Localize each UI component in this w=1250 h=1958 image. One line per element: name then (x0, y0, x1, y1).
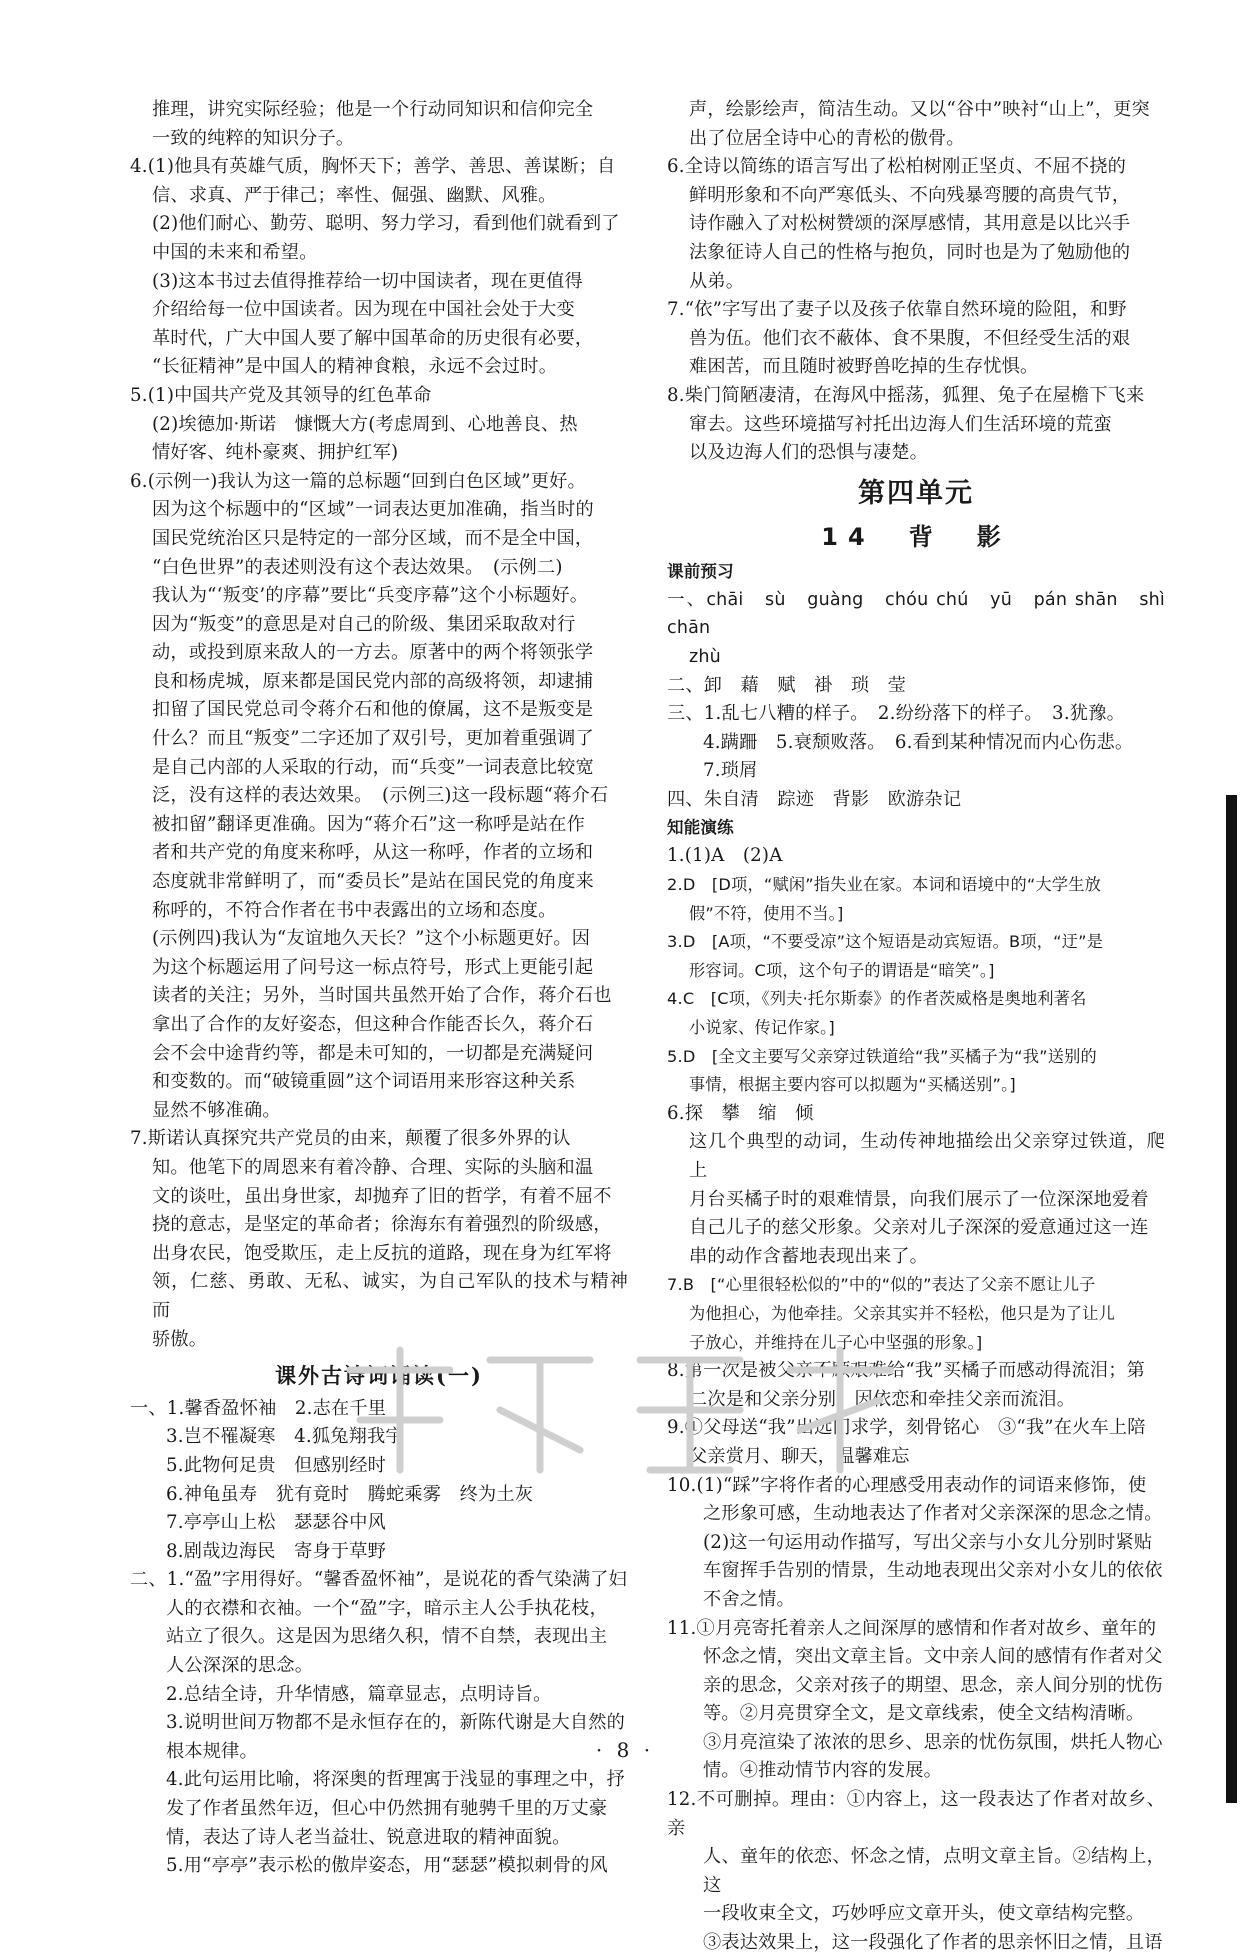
text-line: 兽为伍。他们衣不蔽体、食不果腹，不但经受生活的艰 (689, 327, 1131, 349)
text-line: 之形象可感，生动地表达了作者对父亲深深的思念之情。 (703, 1503, 1163, 1525)
text-line: 5.D [全文主要写父亲穿过铁道给“我”买橘子为“我”送别的 (667, 1046, 1097, 1066)
text-line: 因为这个标题中的“区域”一词表达更加准确，指当时的 (152, 499, 594, 521)
text-line: 扣留了国民党总司令蒋介石和他的僚属，这不是叛变是 (152, 699, 594, 721)
text-line: 窜去。这些环境描写衬托出边海人们生活环境的荒蛮 (689, 413, 1112, 435)
left-column (130, 96, 628, 1881)
text-line: (2)埃德加·斯诺 慷慨大方(考虑周到、心地善良、热 (152, 413, 578, 435)
text-line: 发了作者虽然年迈，但心中仍然拥有驰骋千里的万丈豪 (166, 1798, 608, 1820)
text-line: 串的动作含蓄地表现出来了。 (689, 1245, 929, 1267)
text-line: 假”不符，使用不当。] (689, 903, 844, 923)
text-line: (示例四)我认为“友谊地久天长？”这个小标题更好。因 (152, 928, 591, 950)
text-line: 良和杨虎城，原来都是国民党内部的高级将领，却逮捕 (152, 670, 594, 692)
text-line: 人的衣襟和衣袖。一个“盈”字，暗示主人公手执花枝， (166, 1597, 608, 1619)
text-line: ③月亮渲染了浓浓的思乡、思亲的忧伤氛围，烘托人物心 (703, 1731, 1163, 1753)
text-line: 这几个典型的动词，生动传神地描绘出父亲穿过铁道，爬上 (689, 1131, 1165, 1181)
text-line: 自己儿子的慈父形象。父亲对儿子深深的爱意通过这一连 (689, 1217, 1149, 1239)
page-number: · 8 · (595, 1738, 655, 1762)
text-line: 8.第一次是被父亲不顾艰难给“我”买橘子而感动得流泪；第 (667, 1360, 1146, 1382)
text-line: 难困苦，而且随时被野兽吃掉的生存忧惧。 (689, 356, 1039, 378)
text-line: 月台买橘子时的艰难情景，向我们展示了一位深深地爱着 (689, 1188, 1149, 1210)
text-line: 国民党统治区只是特定的一部分区域，而不是全中国， (152, 527, 594, 549)
text-line: 出身农民，饱受欺压，走上反抗的道路，现在身为红军将 (152, 1242, 612, 1264)
text-line: “长征精神”是中国人的精神食粮，永远不会过时。 (152, 356, 558, 378)
text-line: 10.(1)“踩”字将作者的心理感受用表动作的词语来修饰，使 (667, 1474, 1147, 1496)
lesson-title: 14 背 影 (821, 522, 1011, 551)
text-line: 推理，讲究实际经验；他是一个行动同知识和信仰完全 (152, 99, 594, 120)
text-line: 形容词。C项，这个句子的谓语是“暗笑”。] (689, 960, 995, 980)
text-line: 革时代，广大中国人要了解中国革命的历史很有必要， (152, 327, 594, 349)
text-line: 7.亭亭山上松 瑟瑟谷中风 (166, 1512, 387, 1534)
text-line: 会不会中途背约等，都是未可知的，一切都是充满疑问 (152, 1042, 594, 1064)
text-line: 情，表达了诗人老当益壮、锐意进取的精神面貌。 (166, 1826, 571, 1848)
text-line: 7.斯诺认真探究共产党员的由来，颠覆了很多外界的认 (130, 1128, 571, 1150)
text-line: 6.全诗以简练的语言写出了松柏树刚正坚贞、不屈不挠的 (667, 156, 1127, 178)
text-line: 领，仁慈、勇敢、无私、诚实，为自己军队的技术与精神而 (152, 1271, 628, 1321)
text-line: 情好客、纯朴豪爽、拥护红军) (152, 442, 399, 464)
text-line: 亲的思念，父亲对孩子的期望、思念，亲人间分别的忧伤 (703, 1674, 1163, 1696)
text-line: 1.(1)A (2)A (667, 845, 783, 867)
text-line: 鲜明形象和不向严寒低头、不向残暴弯腰的高贵气节， (689, 184, 1131, 206)
text-line: 二次是和父亲分别，因依恋和牵挂父亲而流泪。 (689, 1388, 1076, 1410)
text-line: 11.①月亮寄托着亲人之间深厚的感情和作者对故乡、童年的 (667, 1617, 1157, 1639)
answer-5 (130, 382, 628, 468)
text-line: 父亲赏月、聊天，温馨难忘 (689, 1445, 910, 1467)
section-title: 课外古诗词诵读(一) (275, 1363, 483, 1389)
answer-6 (130, 468, 628, 1126)
text-line: 8.剧哉边海民 寄身于草野 (166, 1540, 387, 1562)
text-line: 8.柴门简陋凄清，在海风中摇荡，狐狸、兔子在屋檐下飞来 (667, 384, 1145, 406)
pinyin-line: zhù (689, 646, 721, 667)
text-line: 知。他笔下的周恩来有着冷静、合理、实际的头脑和温 (152, 1156, 594, 1178)
text-line: 为他担心，为他牵挂。父亲其实并不轻松，他只是为了让儿 (689, 1303, 1116, 1323)
text-line: 等。②月亮贯穿全文，是文章线索，使全文结构清晰。 (703, 1703, 1145, 1725)
text-line: 介绍给每一位中国读者。因为现在中国社会处于大变 (152, 299, 575, 321)
text-line: 我认为“‘叛变’的序幕”要比“兵变序幕”这个小标题好。 (152, 585, 589, 607)
text-line: 7.琐屑 (703, 760, 758, 782)
text-line: 读者的关注；另外，当时国共虽然开始了合作，蒋介石也 (152, 985, 612, 1007)
text-line: 不舍之情。 (703, 1588, 795, 1610)
text-line: 诗作融入了对松树赞颂的深厚感情，其用意是以比兴手 (689, 213, 1131, 235)
text-line: 根本规律。 (166, 1740, 258, 1762)
text-line: 出了位居全诗中心的青松的傲骨。 (689, 127, 965, 149)
text-line: 态度就非常鲜明了，而“委员长”是站在国民党的角度来 (152, 871, 594, 893)
section-part-1 (130, 1395, 628, 1567)
text-line: 什么？而且“叛变”二字还加了双引号，更加着重强调了 (152, 728, 594, 750)
text-line: 5.用“亭亭”表示松的傲岸姿态，用“瑟瑟”模拟刺骨的风 (166, 1855, 608, 1877)
text-line: 和变数的。而“破镜重圆”这个词语用来形容这种关系 (152, 1071, 576, 1093)
text-line: 二、1.“盈”字用得好。“馨香盈怀袖”，是说花的香气染满了妇 (130, 1569, 628, 1591)
text-line: 子放心，并维持在儿子心中坚强的形象。] (689, 1332, 983, 1352)
text-line: 4.(1)他具有英雄气质，胸怀天下；善学、善思、善谋断；自 (130, 156, 616, 178)
text-line: 声，绘影绘声，简洁生动。又以“谷中”映衬“山上”，更突 (689, 99, 1150, 120)
text-line: 情。④推动情节内容的发展。 (703, 1760, 943, 1782)
text-line: 6.探 攀 缩 倾 (667, 1102, 814, 1124)
text-line: 事情，根据主要内容可以拟题为“买橘送别”。] (689, 1075, 1016, 1095)
unit-title: 第四单元 (858, 477, 974, 509)
text-line: 信、求真、严于律己；率性、倔强、幽默、风雅。 (152, 184, 557, 206)
text-line: 是自己内部的人采取的行动，而“兵变”一词表意比较宽 (152, 756, 594, 778)
text-line: 四、朱自清 踪迹 背影 欧游杂记 (667, 788, 962, 810)
answer-7 (130, 1125, 628, 1354)
text-line: 2.总结全诗，升华情感，篇章显志，点明诗旨。 (166, 1683, 552, 1705)
text-line: 3.说明世间万物都不是永恒存在的，新陈代谢是大自然的 (166, 1712, 626, 1734)
text-line: 中国的未来和希望。 (152, 241, 318, 263)
text-line: 一、1.馨香盈怀袖 2.志在千里 (130, 1397, 387, 1419)
text-line: 法象征诗人自己的性格与抱负，同时也是为了勉励他的 (689, 241, 1131, 263)
text-line: 车窗挥手告别的情景，生动地表现出父亲对小女儿的依依 (703, 1560, 1163, 1582)
text-line: 小说家、传记作家。] (689, 1018, 835, 1038)
text-line: 泛，没有这样的表达效果。 (示例三)这一段标题“蒋介石 (152, 785, 609, 807)
text-line: 12.不可删掉。理由：①内容上，这一段表达了作者对故乡、亲 (667, 1789, 1165, 1839)
text-line: 4.蹒跚 5.衰颓败落。 6.看到某种情况而内心伤悲。 (703, 731, 1134, 753)
text-line: 从弟。 (689, 270, 745, 292)
text-line: “白色世界”的表述则没有这个表达效果。 (示例二) (152, 556, 563, 578)
pinyin-line: 一、chāi sù guàng chóu chú yū pán shān shì chān (667, 589, 1183, 639)
text-line: 因为“叛变”的意思是对自己的阶级、集团采取敌对行 (152, 613, 576, 635)
text-line: 拿出了合作的友好姿态，但这种合作能否长久，蒋介石 (152, 1014, 594, 1035)
text-line: ③表达效果上，这一段强化了作者的思亲怀旧之情，且语 (703, 1932, 1163, 1954)
answer-6 (667, 153, 1165, 296)
text-line: 6.(示例一)我认为这一篇的总标题“回到白色区域”更好。 (130, 470, 586, 492)
text-line: 三、1.乱七八糟的样子。 2.纷纷落下的样子。 3.犹豫。 (667, 703, 1125, 725)
text-line: 一段收束全文，巧妙呼应文章开头，使文章结构完整。 (703, 1903, 1145, 1925)
text-line: 文的谈吐，虽出身世家，却抛弃了旧的哲学，有着不屈不 (152, 1185, 612, 1207)
text-line: 者和共产党的角度来称呼，从这一称呼，作者的立场和 (152, 842, 594, 864)
text-line: (3)这本书过去值得推荐给一切中国读者，现在更值得 (152, 270, 583, 292)
right-column (667, 96, 1183, 1958)
text-line: 3.D [A项，“不要受凉”这个短语是动宾短语。B项，“迂”是 (667, 932, 1104, 952)
text-line: 站立了很久。这是因为思绪久积，情不自禁，表现出主 (166, 1626, 608, 1648)
page-edge-bar (1226, 795, 1237, 1803)
text-line: 4.C [C项，《列夫·托尔斯泰》的作者茨威格是奥地利著名 (667, 989, 1087, 1009)
practice-heading: 知能演练 (667, 818, 734, 838)
text-line: 7.B [“心里很轻松似的”中的“似的”表达了父亲不愿让儿子 (667, 1275, 1096, 1295)
text-line: 为这个标题运用了问号这一标点符号，形式上更能引起 (152, 956, 594, 978)
answer-7 (667, 296, 1165, 382)
text-line: 人公深深的思念。 (166, 1655, 314, 1677)
text-line: 6.神龟虽寿 犹有竟时 腾蛇乘雾 终为土灰 (166, 1483, 534, 1505)
text-line: 9.①父母送“我”出远门求学，刻骨铭心 ③“我”在火车上陪 (667, 1417, 1146, 1439)
text-line: 挠的意志，是坚定的革命者；徐海东有着强烈的阶级感， (152, 1214, 612, 1236)
text-line: 3.岂不罹凝寒 4.狐兔翔我宇 (166, 1426, 404, 1448)
text-line: 被扣留”翻译更准确。因为“蒋介石”这一称呼是站在作 (152, 813, 586, 835)
text-line: (2)他们耐心、勤劳、聪明、努力学习，看到他们就看到了 (152, 213, 620, 235)
text-line: 4.此句运用比喻，将深奥的哲理寓于浅显的事理之中，抒 (166, 1769, 626, 1791)
text-line: 5.(1)中国共产党及其领导的红色革命 (130, 384, 432, 406)
answer-8 (667, 382, 1165, 468)
text-line: 2.D [D项，“赋闲”指失业在家。本词和语境中的“大学生放 (667, 875, 1101, 895)
text-line: 显然不够准确。 (152, 1099, 281, 1121)
preview-heading: 课前预习 (667, 561, 734, 581)
section-part-2 (130, 1566, 628, 1881)
text-line: 二、卸 藉 赋 褂 琐 莹 (667, 674, 907, 696)
text-line: 怀念之情，突出文章主旨。文中亲人间的感情有作者对父 (703, 1646, 1163, 1668)
text-line: 5.此物何足贵 但感别经时 (166, 1454, 387, 1476)
text-line: 一致的纯粹的知识分子。 (152, 127, 355, 149)
text-line: 7.“依”字写出了妻子以及孩子依靠自然环境的险阻，和野 (667, 299, 1127, 321)
text-line: 动，或投到原来敌人的一方去。原著中的两个将领张学 (152, 642, 594, 664)
text-line: (2)这一句运用动作描写，写出父亲与小女儿分别时紧贴 (703, 1531, 1153, 1553)
answer-4 (130, 153, 628, 382)
text-line: 人、童年的依恋、怀念之情，点明文章主旨。②结构上，这 (703, 1846, 1165, 1896)
text-line: 以及边海人们的恐惧与凄楚。 (689, 442, 929, 464)
text-line: 骄傲。 (152, 1328, 208, 1350)
text-line: 称呼的，不符合作者在书中表露出的立场和态度。 (152, 899, 557, 921)
